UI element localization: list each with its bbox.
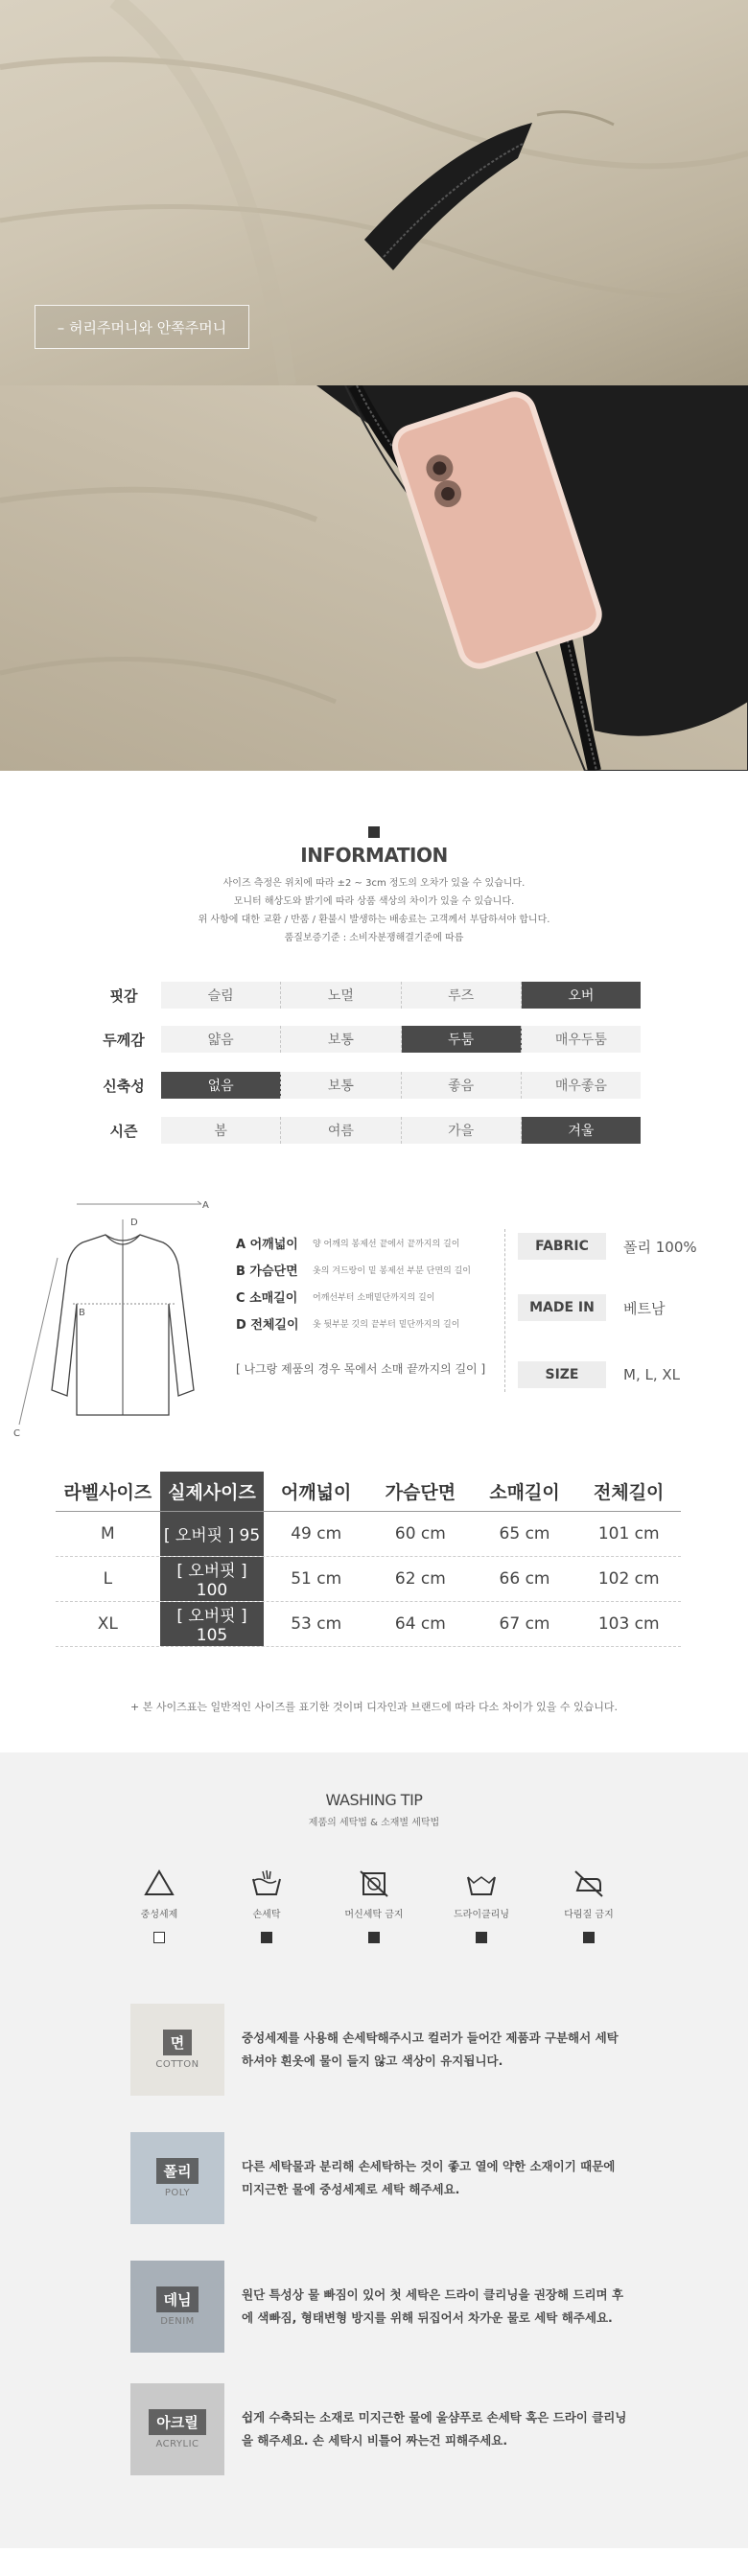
attr-option: 매우좋음 [554, 1079, 607, 1094]
measure-desc: 양 어깨의 봉제선 끝에서 끝까지의 길이 [313, 1239, 460, 1249]
fabric-en: POLY [164, 2188, 191, 2198]
wash-checkbox [153, 1932, 165, 1943]
fabric-badge: 폴리 [156, 2158, 199, 2184]
table-cell: 62 cm [394, 1569, 446, 1589]
wash-item [437, 1868, 526, 1943]
info-note: 품질보증기준 : 소비자분쟁해결기준에 따름 [284, 933, 464, 943]
wash-item [545, 1868, 633, 1943]
info-note: 위 사항에 대한 교환 / 반품 / 환불시 발생하는 배송료는 고객께서 부담하셔야 합니다. [198, 915, 550, 925]
diagram-label-a: A [202, 1200, 209, 1211]
size-table-header [56, 1472, 681, 1512]
attr-label: 핏감 [109, 986, 138, 1005]
wash-label: 드라이클리닝 [454, 1910, 509, 1920]
photo-caption: – 허리주머니와 안쪽주머니 [35, 305, 249, 349]
fabric-en: ACRYLIC [155, 2439, 199, 2449]
info-note: 사이즈 측정은 위치에 따라 ±2 ~ 3cm 정도의 오차가 있을 수 있습니다. [222, 878, 526, 889]
spec-value: 베트남 [623, 1299, 666, 1317]
spec-size [518, 1361, 680, 1388]
wash-checkbox-checked [476, 1932, 487, 1943]
inner-pocket-illustration [0, 385, 748, 771]
attr-options [161, 982, 641, 1009]
wash-label: 다림질 금지 [564, 1910, 614, 1920]
attr-option-selected: 두툼 [402, 1026, 522, 1053]
measure-key: A 어깨넓이 [236, 1237, 298, 1252]
measure-list [236, 1229, 504, 1336]
attr-option: 루즈 [402, 982, 522, 1009]
attr-label: 시즌 [109, 1122, 138, 1140]
fabric-text: 중성세제를 사용해 손세탁해주시고 컬러가 들어간 제품과 구분해서 세탁하셔야 흰옷에 물이 들지 않고 색상이 유지됩니다. [242, 2031, 619, 2068]
fabric-thumb [130, 2383, 224, 2475]
fabric-en: DENIM [160, 2316, 195, 2327]
header-cell: 전체길이 [593, 1482, 665, 1503]
measure-item [236, 1283, 504, 1310]
measure-desc: 어깨선부터 소매밑단까지의 길이 [313, 1292, 435, 1303]
wash-label: 손세탁 [252, 1910, 281, 1920]
table-cell: [ 오버핏 ] 100 [160, 1557, 265, 1601]
measure-key: D 전체길이 [236, 1317, 299, 1333]
attr-option: 얇음 [161, 1026, 281, 1053]
spec-value: M, L, XL [623, 1366, 681, 1383]
table-cell: 51 cm [291, 1569, 342, 1589]
spec-key: SIZE [518, 1361, 606, 1388]
table-cell: XL [97, 1614, 118, 1634]
table-cell: 67 cm [499, 1614, 550, 1634]
attr-options [161, 1117, 641, 1144]
wash-item [115, 1868, 203, 1943]
attr-option: 여름 [281, 1117, 401, 1144]
wash-checkbox-checked [368, 1932, 380, 1943]
attr-row-season [94, 1117, 641, 1144]
table-cell: [ 오버핏 ] 95 [160, 1512, 265, 1556]
info-note: 모니터 해상도와 밝기에 따라 상품 색상의 차이가 있을 수 있습니다. [233, 896, 515, 907]
attr-option: 매우두툼 [554, 1033, 607, 1048]
wash-label: 중성세제 [140, 1910, 178, 1920]
fabric-card-acrylic [130, 2383, 629, 2475]
attr-option: 봄 [161, 1117, 281, 1144]
handwash-icon [249, 1868, 284, 1898]
wash-label: 머신세탁 금지 [344, 1910, 404, 1920]
size-table [56, 1472, 681, 1647]
attr-option-selected: 겨울 [522, 1117, 641, 1144]
fabric-text: 원단 특성상 물 빠짐이 있어 첫 세탁은 드라이 클리닝을 권장해 드리며 후에 색빠짐, 형태변형 방지를 위해 뒤집어서 차가운 물로 세탁 해주세요. [242, 2287, 624, 2325]
measure-item [236, 1310, 504, 1336]
spec-key: FABRIC [518, 1233, 606, 1260]
table-row [56, 1557, 681, 1602]
header-cell: 어깨넓이 [280, 1482, 352, 1503]
inner-pocket-photo [0, 385, 748, 771]
measure-key: B 가슴단면 [236, 1264, 298, 1279]
information-notes [0, 874, 748, 947]
measure-item [236, 1256, 504, 1283]
fabric-badge: 데님 [156, 2286, 199, 2312]
wash-checkbox-checked [583, 1932, 595, 1943]
fabric-card-denim [130, 2261, 629, 2353]
spec-key: MADE IN [518, 1294, 606, 1321]
measure-item [236, 1229, 504, 1256]
table-cell: 60 cm [394, 1524, 446, 1543]
header-cell: 실제사이즈 [160, 1472, 265, 1511]
diagram-label-b: B [79, 1308, 85, 1318]
attr-option: 노멀 [281, 982, 401, 1009]
fabric-badge: 아크릴 [149, 2409, 205, 2435]
attr-row-thickness [94, 1026, 641, 1053]
diagram-label-c: C [13, 1428, 20, 1438]
information-title: INFORMATION [300, 844, 448, 867]
fabric-badge: 면 [163, 2030, 193, 2055]
measure-desc: 옷 뒷부분 깃의 끝부터 밑단까지의 길이 [313, 1319, 460, 1330]
fabric-text: 쉽게 수축되는 소재로 미지근한 물에 울샴푸로 손세탁 혹은 드라이 클리닝을 해주세요. 손 세탁시 비틀어 짜는건 피해주세요. [242, 2410, 627, 2448]
table-cell: [ 오버핏 ] 105 [160, 1602, 265, 1646]
measure-key: C 소매길이 [236, 1290, 298, 1306]
jacket-pocket-photo [0, 0, 748, 385]
attr-option: 슬림 [161, 982, 281, 1009]
washing-subtitle: 제품의 세탁법 & 소재별 세탁법 [308, 1818, 440, 1828]
table-cell: 101 cm [597, 1524, 660, 1543]
attr-option: 보통 [281, 1072, 401, 1099]
table-cell: L [103, 1569, 113, 1589]
no-machine-wash-icon [357, 1868, 391, 1898]
section-marker [368, 826, 380, 838]
fabric-card-poly [130, 2132, 629, 2224]
attr-option: 좋음 [402, 1072, 522, 1099]
diagram-label-d: D [130, 1218, 138, 1228]
wash-checkbox-checked [261, 1932, 272, 1943]
fabric-thumb [130, 2004, 224, 2096]
header-cell: 라벨사이즈 [63, 1482, 152, 1503]
spec-made-in [518, 1294, 665, 1321]
fabric-thumb [130, 2261, 224, 2353]
fabric-en: COTTON [155, 2059, 199, 2070]
raglan-note: [ 나그랑 제품의 경우 목에서 소매 끝까지의 길이 ] [236, 1361, 486, 1376]
wash-item [330, 1868, 418, 1943]
table-row [56, 1602, 681, 1647]
no-iron-icon [572, 1868, 606, 1898]
table-cell: 64 cm [394, 1614, 446, 1634]
size-table-note: + 본 사이즈표는 일반적인 사이즈를 표기한 것이며 디자인과 브랜드에 따라 다소 차이가 있을 수 있습니다. [130, 1701, 618, 1713]
table-cell: 103 cm [597, 1614, 660, 1634]
attr-options [161, 1026, 641, 1053]
attr-option: 가을 [402, 1117, 522, 1144]
fabric-thumb [130, 2132, 224, 2224]
attr-label: 신축성 [103, 1077, 145, 1095]
fabric-card-cotton [130, 2004, 629, 2096]
attr-row-stretch [94, 1072, 641, 1099]
table-cell: 65 cm [499, 1524, 550, 1543]
fabric-text: 다른 세탁물과 분리해 손세탁하는 것이 좋고 열에 약한 소재이기 때문에 미지근한 물에 중성세제로 세탁 해주세요. [242, 2159, 616, 2196]
attr-option-selected: 없음 [161, 1072, 281, 1099]
table-cell: 49 cm [291, 1524, 342, 1543]
washing-title: WASHING TIP [325, 1791, 423, 1809]
table-cell: M [101, 1524, 115, 1543]
spec-value: 폴리 100% [623, 1238, 697, 1256]
attr-option-selected: 오버 [522, 982, 641, 1009]
vertical-divider [504, 1229, 505, 1392]
attr-option: 보통 [281, 1026, 401, 1053]
wash-item [222, 1868, 311, 1943]
table-cell: 53 cm [291, 1614, 342, 1634]
attr-label: 두께감 [103, 1031, 145, 1049]
measure-desc: 옷의 겨드랑이 밑 봉제선 부분 단면의 길이 [313, 1265, 471, 1276]
spec-fabric [518, 1233, 697, 1260]
jacket-measure-diagram [10, 1198, 230, 1438]
washing-icons [115, 1868, 633, 1943]
table-row [56, 1512, 681, 1557]
table-cell: 66 cm [499, 1569, 550, 1589]
header-cell: 가슴단면 [385, 1482, 456, 1503]
attr-row-fit [94, 982, 641, 1009]
dry-clean-icon [464, 1868, 499, 1898]
table-cell: 102 cm [597, 1569, 660, 1589]
triangle-icon [142, 1868, 176, 1898]
header-cell: 소매길이 [489, 1482, 560, 1503]
attr-options [161, 1072, 641, 1099]
